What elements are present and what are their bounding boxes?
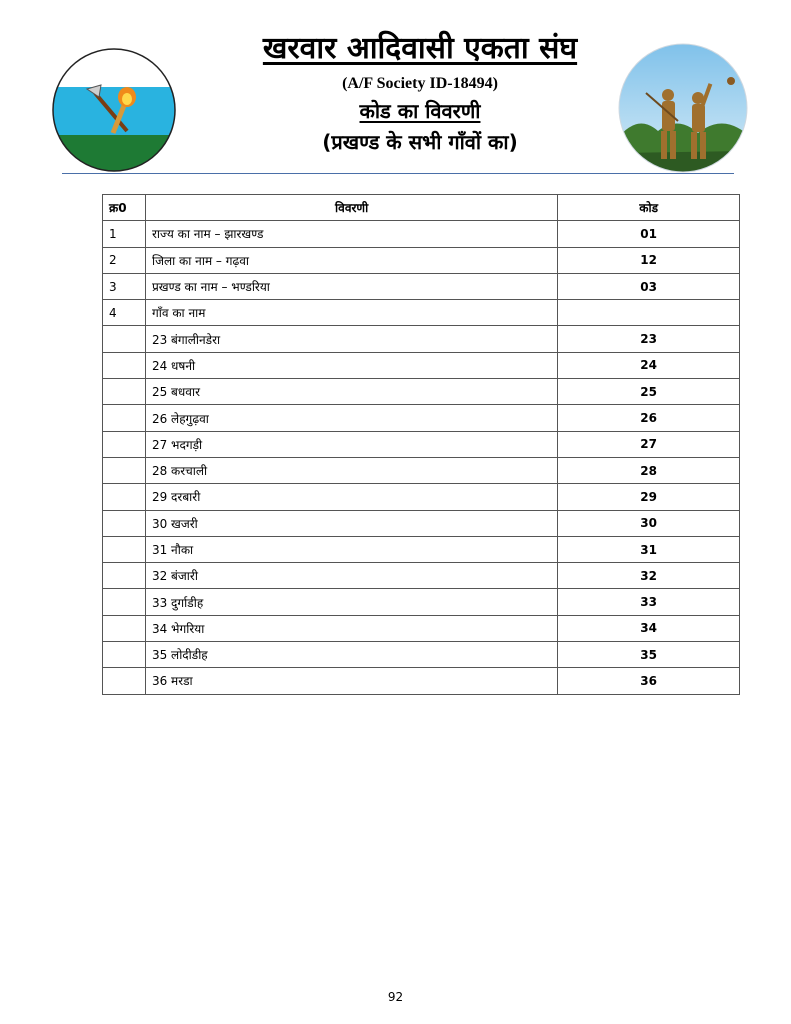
description-cell: प्रखण्ड का नाम – भण्डरिया — [145, 273, 557, 299]
description-cell: 26 लेहगुढ़वा — [145, 405, 557, 431]
description-cell: 29 दरबारी — [145, 484, 557, 510]
table-row — [103, 615, 740, 641]
serial-cell — [103, 326, 146, 352]
code-cell: 29 — [558, 484, 740, 510]
table-row — [103, 405, 740, 431]
table-row — [103, 221, 740, 247]
serial-cell: 2 — [103, 247, 146, 273]
statue-photo — [618, 43, 748, 173]
serial-cell — [103, 352, 146, 378]
description-cell: 31 नौका — [145, 536, 557, 562]
description-cell: राज्य का नाम – झारखण्ड — [145, 221, 557, 247]
code-cell: 28 — [558, 457, 740, 483]
document-subtitle-secondary: (प्रखण्ड के सभी गाँवों का) — [322, 130, 518, 154]
table-header-row — [103, 195, 740, 221]
serial-cell — [103, 431, 146, 457]
table-row — [103, 563, 740, 589]
description-cell: 28 करचाली — [145, 457, 557, 483]
column-header-description: विवरणी — [145, 195, 557, 221]
flag-logo — [51, 47, 177, 173]
code-cell: 32 — [558, 563, 740, 589]
code-cell: 12 — [558, 247, 740, 273]
description-cell: 33 दुर्गाडीह — [145, 589, 557, 615]
serial-cell — [103, 379, 146, 405]
serial-cell — [103, 668, 146, 694]
code-table — [102, 194, 740, 695]
table-row — [103, 247, 740, 273]
code-cell: 25 — [558, 379, 740, 405]
serial-cell — [103, 615, 146, 641]
serial-cell — [103, 510, 146, 536]
description-cell: 27 भदगड़ी — [145, 431, 557, 457]
serial-cell: 3 — [103, 273, 146, 299]
serial-cell — [103, 642, 146, 668]
column-header-code: कोड — [558, 195, 740, 221]
description-cell: 30 खजरी — [145, 510, 557, 536]
table-row — [103, 352, 740, 378]
description-cell: 34 भेगरिया — [145, 615, 557, 641]
table-row — [103, 431, 740, 457]
serial-cell: 4 — [103, 300, 146, 326]
code-cell: 31 — [558, 536, 740, 562]
page-title: खरवार आदिवासी एकता संघ — [262, 31, 578, 66]
description-cell: 25 बधवार — [145, 379, 557, 405]
table-row — [103, 273, 740, 299]
document-subtitle: कोड का विवरणी — [359, 99, 481, 123]
page-number: 92 — [387, 990, 404, 1004]
description-cell: 36 मरडा — [145, 668, 557, 694]
table-row — [103, 457, 740, 483]
serial-cell — [103, 589, 146, 615]
serial-cell — [103, 484, 146, 510]
code-cell: 34 — [558, 615, 740, 641]
serial-cell: 1 — [103, 221, 146, 247]
table-row — [103, 300, 740, 326]
code-cell: 01 — [558, 221, 740, 247]
description-cell: 23 बंगालीनडेरा — [145, 326, 557, 352]
code-cell: 30 — [558, 510, 740, 536]
description-cell: गाँव का नाम — [145, 300, 557, 326]
serial-cell — [103, 536, 146, 562]
description-cell: 35 लोदीडीह — [145, 642, 557, 668]
code-cell: 35 — [558, 642, 740, 668]
table-row — [103, 510, 740, 536]
table-row — [103, 668, 740, 694]
table-row — [103, 484, 740, 510]
code-cell: 03 — [558, 273, 740, 299]
serial-cell — [103, 457, 146, 483]
code-cell — [558, 300, 740, 326]
code-cell: 27 — [558, 431, 740, 457]
table-row — [103, 326, 740, 352]
description-cell: 24 धषनी — [145, 352, 557, 378]
description-cell: जिला का नाम – गढ़वा — [145, 247, 557, 273]
serial-cell — [103, 405, 146, 431]
code-cell: 23 — [558, 326, 740, 352]
header-divider — [62, 173, 734, 174]
column-header-serial: क्र0 — [103, 195, 146, 221]
code-cell: 24 — [558, 352, 740, 378]
code-cell: 26 — [558, 405, 740, 431]
code-cell: 36 — [558, 668, 740, 694]
table-row — [103, 642, 740, 668]
serial-cell — [103, 563, 146, 589]
description-cell: 32 बंजारी — [145, 563, 557, 589]
society-id: (A/F Society ID-18494) — [342, 75, 498, 92]
code-cell: 33 — [558, 589, 740, 615]
table-row — [103, 589, 740, 615]
table-row — [103, 379, 740, 405]
table-row — [103, 536, 740, 562]
